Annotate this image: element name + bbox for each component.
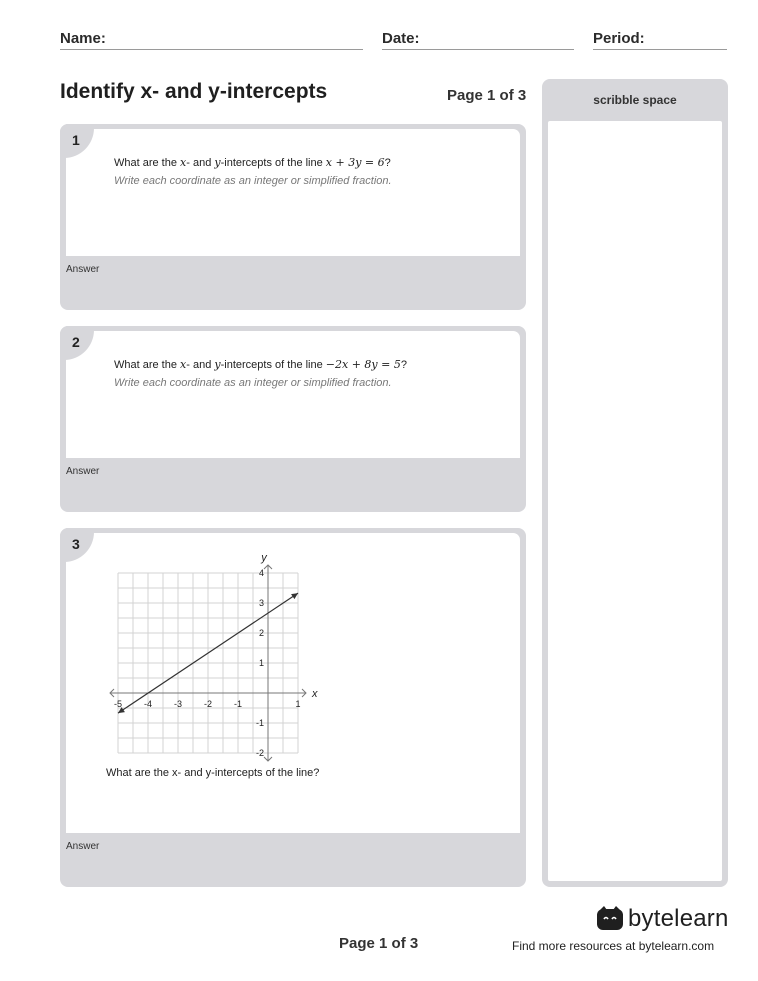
math-var-x: x xyxy=(180,156,187,169)
question-text-part: -intercepts of the line xyxy=(220,157,326,169)
footer-page-number: Page 1 of 3 xyxy=(339,935,419,952)
question-text-part: What are the xyxy=(114,157,181,169)
answer-area-1[interactable]: Answer xyxy=(66,264,100,275)
name-field[interactable] xyxy=(60,30,363,50)
y-tick-label: 2 xyxy=(258,628,264,638)
question-hint-2: Write each coordinate as an integer or simplified fraction. xyxy=(114,377,392,389)
math-var-x: x xyxy=(180,358,187,371)
question-number: 1 xyxy=(72,132,80,148)
x-tick-label: -3 xyxy=(173,699,183,709)
question-text-part: ? xyxy=(400,359,407,371)
question-card-3 xyxy=(60,528,526,887)
question-text-part: - and xyxy=(186,359,215,371)
question-text-part: - and xyxy=(186,157,215,169)
x-tick-label: -2 xyxy=(203,699,213,709)
question-number: 2 xyxy=(72,334,80,350)
question-card-1 xyxy=(60,124,526,310)
period-label: Period: xyxy=(593,30,645,47)
y-axis-label: y xyxy=(261,553,267,564)
coordinate-graph xyxy=(100,553,330,768)
question-number: 3 xyxy=(72,536,80,552)
y-tick-label: 3 xyxy=(258,598,264,608)
brand-name: bytelearn xyxy=(628,905,729,932)
question-text-1 xyxy=(114,156,391,169)
question-body-2 xyxy=(66,331,520,458)
question-text-part: -intercepts of the line xyxy=(220,359,326,371)
x-axis-label: x xyxy=(312,688,318,700)
question-text-part: What are the xyxy=(114,359,181,371)
y-tick-label: -2 xyxy=(255,748,264,758)
date-label: Date: xyxy=(382,30,420,47)
bytelearn-logo-icon xyxy=(596,906,624,932)
footer-tagline: Find more resources at bytelearn.com xyxy=(512,939,715,953)
equation: x + 3y = 6 xyxy=(325,156,385,169)
answer-area-3[interactable]: Answer xyxy=(66,841,100,852)
brand-logo[interactable] xyxy=(596,903,729,935)
x-tick-label: -1 xyxy=(233,699,243,709)
name-label: Name: xyxy=(60,30,106,47)
y-tick-label: -1 xyxy=(255,718,264,728)
x-tick-label: -4 xyxy=(143,699,153,709)
line-arrowhead-end xyxy=(291,593,298,599)
question-body-3 xyxy=(66,533,520,833)
page-indicator: Page 1 of 3 xyxy=(447,87,527,104)
y-tick-label: 1 xyxy=(258,658,264,668)
math-var-y: y xyxy=(214,156,221,169)
math-var-y: y xyxy=(214,358,221,371)
question-text-2 xyxy=(114,358,407,371)
equation: −2x + 8y = 5 xyxy=(325,358,401,371)
scribble-title: scribble space xyxy=(593,93,677,107)
scribble-panel xyxy=(542,79,728,887)
y-tick-label: 4 xyxy=(258,568,264,578)
x-tick-label: -5 xyxy=(113,699,123,709)
period-field[interactable] xyxy=(593,30,727,50)
date-field[interactable] xyxy=(382,30,574,50)
question-body-1 xyxy=(66,129,520,256)
question-hint-1: Write each coordinate as an integer or simplified fraction. xyxy=(114,175,392,187)
question-text-part: ? xyxy=(384,157,391,169)
answer-area-2[interactable]: Answer xyxy=(66,466,100,477)
question-card-2 xyxy=(60,326,526,512)
x-tick-label: 1 xyxy=(295,699,301,709)
scribble-area[interactable] xyxy=(548,121,722,881)
question-text-3: What are the x- and y-intercepts of the line? xyxy=(106,767,320,779)
worksheet-title: Identify x- and y-intercepts xyxy=(60,80,328,103)
